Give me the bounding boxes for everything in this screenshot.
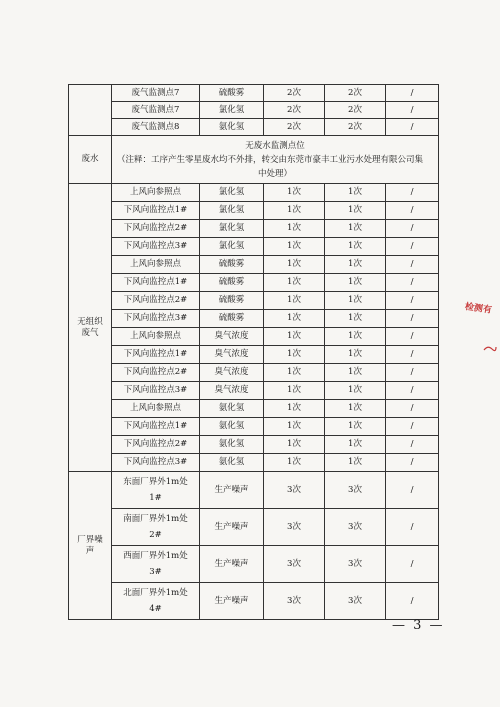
item-cell: 生产噪声 — [200, 472, 264, 509]
table-row — [69, 546, 439, 583]
table-row — [69, 509, 439, 546]
count-cell: 1次 — [264, 310, 325, 328]
stamp-text: 检测有 — [464, 302, 493, 316]
wastewater-line1: 无废水监测点位 — [245, 140, 305, 151]
category-wastewater: 废水 — [69, 136, 112, 184]
point-line2: 2# — [149, 530, 162, 540]
point-cell: 下风向监控点3# — [112, 454, 200, 472]
count-cell: 1次 — [325, 436, 386, 454]
count-cell: 1次 — [264, 382, 325, 400]
count-cell: 3次 — [264, 472, 325, 509]
point-cell: 上风向参照点 — [112, 184, 200, 202]
count-cell: 1次 — [325, 346, 386, 364]
category-label-l1: 无组织 — [77, 316, 103, 327]
point-cell: 下风向监控点1# — [112, 202, 200, 220]
table-row — [69, 274, 439, 292]
count-cell: 2次 — [264, 102, 325, 119]
point-line1: 南面厂界外1m处 — [123, 514, 188, 524]
point-cell: 下风向监控点2# — [112, 220, 200, 238]
count-cell: 1次 — [325, 328, 386, 346]
item-cell: 臭气浓度 — [200, 328, 264, 346]
table-row — [69, 310, 439, 328]
item-cell: 氨化氢 — [200, 454, 264, 472]
point-cell: 废气监测点7 — [112, 102, 200, 119]
count-cell: 3次 — [264, 583, 325, 620]
point-cell: 下风向监控点3# — [112, 382, 200, 400]
item-cell: 氨化氢 — [200, 436, 264, 454]
point-line2: 3# — [149, 567, 162, 577]
point-cell: 上风向参照点 — [112, 256, 200, 274]
table-row — [69, 292, 439, 310]
monitoring-table — [68, 84, 439, 620]
count-cell: 3次 — [325, 546, 386, 583]
table-row — [69, 202, 439, 220]
count-cell: 1次 — [264, 364, 325, 382]
item-cell: 生产噪声 — [200, 509, 264, 546]
count-cell: 3次 — [325, 472, 386, 509]
count-cell: 3次 — [264, 546, 325, 583]
point-cell — [112, 509, 200, 546]
point-cell: 下风向监控点1# — [112, 418, 200, 436]
item-cell: 氨化氢 — [200, 119, 264, 136]
item-cell: 臭气浓度 — [200, 364, 264, 382]
page-number: — 3 — — [392, 618, 445, 633]
point-cell: 上风向参照点 — [112, 328, 200, 346]
remark-cell: / — [386, 436, 439, 454]
table-row — [69, 119, 439, 136]
count-cell: 1次 — [325, 238, 386, 256]
point-line1: 北面厂界外1m处 — [123, 588, 188, 598]
count-cell: 1次 — [264, 292, 325, 310]
table-row — [69, 472, 439, 509]
count-cell: 1次 — [325, 454, 386, 472]
category-label-l2: 声 — [85, 545, 95, 556]
count-cell: 1次 — [264, 256, 325, 274]
point-line1: 东面厂界外1m处 — [123, 477, 188, 487]
count-cell: 1次 — [264, 274, 325, 292]
count-cell: 1次 — [325, 274, 386, 292]
remark-cell: / — [386, 382, 439, 400]
count-cell: 1次 — [325, 382, 386, 400]
item-cell: 臭气浓度 — [200, 382, 264, 400]
count-cell: 2次 — [325, 119, 386, 136]
point-cell: 下风向监控点1# — [112, 274, 200, 292]
count-cell: 1次 — [264, 220, 325, 238]
point-cell: 上风向参照点 — [112, 400, 200, 418]
remark-cell: / — [386, 418, 439, 436]
remark-cell: / — [386, 400, 439, 418]
remark-cell: / — [386, 256, 439, 274]
item-cell: 生产噪声 — [200, 546, 264, 583]
remark-cell: / — [386, 310, 439, 328]
table-row-wastewater — [69, 136, 439, 184]
point-cell: 废气监测点8 — [112, 119, 200, 136]
item-cell: 氯化氢 — [200, 102, 264, 119]
item-cell: 臭气浓度 — [200, 346, 264, 364]
count-cell: 1次 — [325, 220, 386, 238]
wastewater-line2: （注释：工序产生零星废水均不外排，转交由东莞市豪丰工业污水处理有限公司集 — [117, 154, 424, 165]
point-cell: 下风向监控点1# — [112, 346, 200, 364]
count-cell: 1次 — [325, 400, 386, 418]
category-cell-empty — [69, 85, 112, 136]
remark-cell: / — [386, 119, 439, 136]
count-cell: 2次 — [264, 119, 325, 136]
count-cell: 1次 — [325, 418, 386, 436]
item-cell: 硫酸雾 — [200, 292, 264, 310]
item-cell: 硫酸雾 — [200, 310, 264, 328]
count-cell: 1次 — [264, 238, 325, 256]
remark-cell: / — [386, 328, 439, 346]
remark-cell: / — [386, 220, 439, 238]
remark-cell: / — [386, 292, 439, 310]
remark-cell: / — [386, 274, 439, 292]
count-cell: 1次 — [264, 400, 325, 418]
table-row — [69, 454, 439, 472]
table-row — [69, 346, 439, 364]
remark-cell: / — [386, 454, 439, 472]
ink-mark — [483, 343, 497, 353]
table-row — [69, 436, 439, 454]
item-cell: 氯化氢 — [200, 238, 264, 256]
item-cell: 硫酸雾 — [200, 85, 264, 102]
count-cell: 3次 — [325, 583, 386, 620]
remark-cell: / — [386, 202, 439, 220]
point-line2: 1# — [149, 493, 162, 503]
remark-cell: / — [386, 472, 439, 509]
wastewater-line3: 中处理） — [257, 168, 292, 179]
point-cell: 下风向监控点2# — [112, 364, 200, 382]
table-row — [69, 85, 439, 102]
category-label-l2: 废气 — [81, 327, 99, 338]
category-boundary-noise — [69, 472, 112, 620]
count-cell: 1次 — [264, 454, 325, 472]
count-cell: 1次 — [325, 256, 386, 274]
point-cell: 下风向监控点3# — [112, 238, 200, 256]
table-row — [69, 184, 439, 202]
point-cell: 下风向监控点2# — [112, 292, 200, 310]
count-cell: 2次 — [325, 102, 386, 119]
count-cell: 1次 — [325, 184, 386, 202]
seal-stamp-fragment — [459, 291, 500, 327]
count-cell: 1次 — [325, 202, 386, 220]
item-cell: 氯化氢 — [200, 202, 264, 220]
item-cell: 硫酸雾 — [200, 274, 264, 292]
table-row — [69, 418, 439, 436]
remark-cell: / — [386, 85, 439, 102]
remark-cell: / — [386, 184, 439, 202]
count-cell: 1次 — [264, 184, 325, 202]
point-cell: 废气监测点7 — [112, 85, 200, 102]
table-row — [69, 583, 439, 620]
count-cell: 2次 — [264, 85, 325, 102]
wastewater-note — [112, 136, 439, 184]
remark-cell: / — [386, 102, 439, 119]
table-row — [69, 382, 439, 400]
count-cell: 1次 — [264, 202, 325, 220]
table-row — [69, 220, 439, 238]
point-line2: 4# — [149, 604, 162, 614]
table-row — [69, 256, 439, 274]
item-cell: 氨化氢 — [200, 400, 264, 418]
count-cell: 1次 — [325, 310, 386, 328]
count-cell: 3次 — [325, 509, 386, 546]
item-cell: 生产噪声 — [200, 583, 264, 620]
table-row — [69, 400, 439, 418]
table-row — [69, 328, 439, 346]
point-cell — [112, 583, 200, 620]
category-unorganized-gas — [69, 184, 112, 472]
point-line1: 西面厂界外1m处 — [123, 551, 188, 561]
remark-cell: / — [386, 238, 439, 256]
table-row — [69, 364, 439, 382]
count-cell: 1次 — [325, 364, 386, 382]
remark-cell: / — [386, 509, 439, 546]
point-cell: 下风向监控点3# — [112, 310, 200, 328]
item-cell: 氯化氢 — [200, 220, 264, 238]
table-row — [69, 102, 439, 119]
count-cell: 1次 — [264, 418, 325, 436]
point-cell — [112, 472, 200, 509]
remark-cell: / — [386, 364, 439, 382]
remark-cell: / — [386, 546, 439, 583]
item-cell: 氯化氢 — [200, 184, 264, 202]
remark-cell: / — [386, 346, 439, 364]
count-cell: 1次 — [264, 436, 325, 454]
count-cell: 1次 — [325, 292, 386, 310]
count-cell: 1次 — [264, 328, 325, 346]
count-cell: 2次 — [325, 85, 386, 102]
count-cell: 3次 — [264, 509, 325, 546]
item-cell: 氨化氢 — [200, 418, 264, 436]
table-row — [69, 238, 439, 256]
point-cell: 下风向监控点2# — [112, 436, 200, 454]
point-cell — [112, 546, 200, 583]
category-label-l1: 厂界噪 — [77, 534, 103, 545]
count-cell: 1次 — [264, 346, 325, 364]
remark-cell: / — [386, 583, 439, 620]
item-cell: 硫酸雾 — [200, 256, 264, 274]
